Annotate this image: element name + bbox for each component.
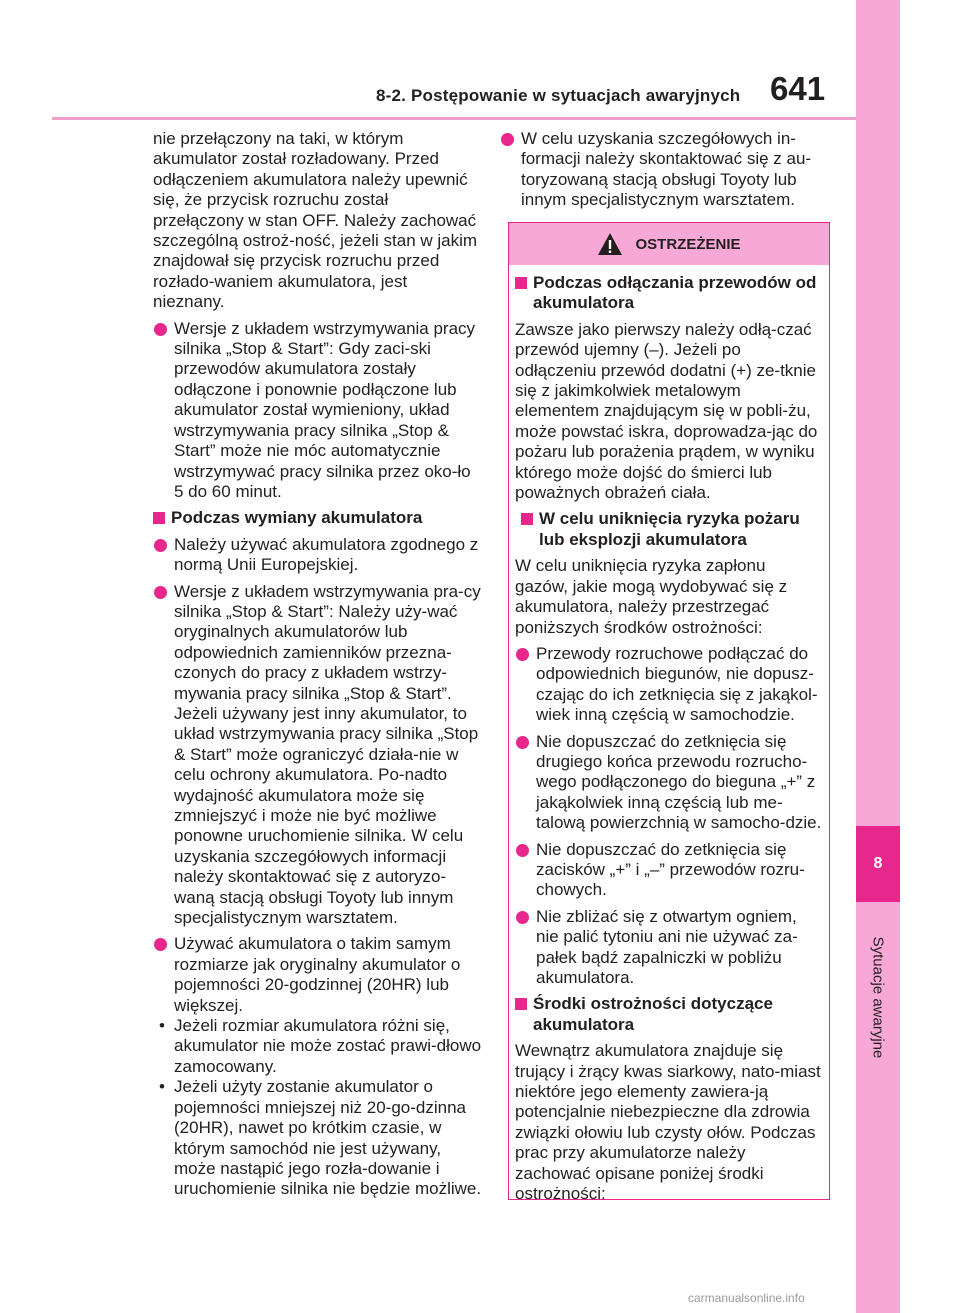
chapter-label xyxy=(856,902,900,1092)
bullet-text: Wersje z układem wstrzymywania pracy silnika „Stop & Start”: Gdy zaci-ski przewodów akumulatora zostały odłączone i ponownie podłączone lub akumulator został wymieniony, układ wstrzymywania pracy silnika „Stop & Start” może nie móc automatycznie wstrzymywać pracy silnika przez oko-ło 5 do 60 minut. xyxy=(174,318,476,501)
square-marker-icon xyxy=(521,513,533,525)
bullet-dot-icon xyxy=(501,133,514,146)
bullet-item xyxy=(515,907,823,989)
bullet-text: Przewody rozruchowe podłączać do odpowiednich biegunów, nie dopusz-czając do ich zetknięcia się z jakąkol-wiek inną częścią w samochodzie. xyxy=(536,643,818,725)
page-number: 641 xyxy=(770,70,826,107)
intro-text: nie przełączony na taki, w którym akumulator został rozładowany. Przed odłączeniem akumulatora należy upewnić się, że przycisk rozruchu został przełączony w stan OFF. Należy zachować szczególną ostroż-ność, jeżeli stan w jakim znajdował się przycisk rozruchu przed rozłado-waniem akumulatora, jest nieznany. xyxy=(153,129,478,312)
bullet-item xyxy=(515,840,823,901)
bullet-text: Używać akumulatora o takim samym rozmiarze jak oryginalny akumulator o pojemności 20-godzinnej (20HR) lub większej. xyxy=(174,934,461,1015)
dash-text: Jeżeli użyty zostanie akumulator o pojemności mniejszej niż 20-go-dzinna (20HR), nawet po krótkim czasie, w którym samochód nie jest używany, może nastąpić jego rozła-dowanie i uruchomienie silnika nie będzie możliwe. xyxy=(174,1077,482,1199)
warning-text: Wewnątrz akumulatora znajduje się trujący i żrący kwas siarkowy, nato-miast niektóre jego elementy zawiera-ją potencjalnie niebezpieczne dla zdrowia związki ołowiu lub czysty ołów. Podczas prac przy akumulatorze należy zachować opisane poniżej środki ostrożności: xyxy=(515,1041,821,1204)
warning-box xyxy=(508,222,830,1204)
watermark: carmanualsonline.info xyxy=(688,1291,805,1305)
bullet-dot-icon xyxy=(516,736,529,749)
bullet-dot-icon xyxy=(516,648,529,661)
section-title: 8-2. Postępowanie w sytuacjach awaryjnych xyxy=(376,86,741,105)
bullet-item xyxy=(500,129,830,211)
warning-triangle-icon xyxy=(597,232,623,256)
subheading-text: Środki ostrożności dotyczące akumulatora xyxy=(533,994,773,1034)
chapter-label-text: Sytuacje awaryjne xyxy=(869,936,887,1058)
dash-marker: • xyxy=(159,1016,165,1036)
left-column xyxy=(153,129,483,1200)
subheading-text: Podczas wymiany akumulatora xyxy=(171,508,423,528)
bullet-dot-icon xyxy=(154,586,167,599)
right-column xyxy=(500,129,830,211)
bullet-dot-icon xyxy=(154,539,167,552)
warning-text: Zawsze jako pierwszy należy odłą-czać przewód ujemny (–). Jeżeli po odłączeniu przewód dodatni (+) ze-tknie się z jakimkolwiek metalowym elementem znajdującym się w pobli-żu, może powstać iskra, doprowadza-jąc do pożaru lub porażenia prądem, w wyniku którego może dojść do śmierci lub poważnych obrażeń ciała. xyxy=(515,319,818,503)
warning-title: OSTRZEŻENIE xyxy=(635,235,741,253)
dash-text: Jeżeli rozmiar akumulatora różni się, akumulator nie może zostać prawi-dłowo zamocowany. xyxy=(174,1016,482,1076)
square-marker-icon xyxy=(515,998,527,1010)
dash-marker: • xyxy=(159,1077,165,1097)
chapter-number: 8 xyxy=(856,826,900,902)
subheading xyxy=(153,508,483,528)
warning-text: W celu uniknięcia ryzyka zapłonu gazów, jakie mogą wydobywać się z akumulatora, należy przestrzegać poniższych środków ostrożności: xyxy=(515,556,788,637)
bullet-item xyxy=(153,319,483,503)
header-rule xyxy=(52,117,856,120)
bullet-dot-icon xyxy=(516,844,529,857)
warning-body xyxy=(509,265,829,1204)
dash-item xyxy=(153,1016,483,1077)
subheading xyxy=(515,994,823,1035)
bullet-text: Należy używać akumulatora zgodnego z normą Unii Europejskiej. xyxy=(174,534,479,575)
bullet-item xyxy=(515,732,823,834)
square-marker-icon xyxy=(515,277,527,289)
square-marker-icon xyxy=(153,512,165,524)
side-tab xyxy=(856,0,900,1313)
warning-header xyxy=(509,223,829,265)
dash-item xyxy=(153,1077,483,1199)
subheading-text: W celu uniknięcia ryzyka pożaru lub eksplozji akumulatora xyxy=(539,509,800,549)
bullet-text: Nie dopuszczać do zetknięcia się drugiego końca przewodu rozrucho-wego podłączonego do bieguna „+” z jakąkolwiek inną częścią lub me-talową powierzchnią w samocho-dzie. xyxy=(536,731,822,833)
bullet-text: Wersje z układem wstrzymywania pra-cy silnika „Stop & Start”: Należy uży-wać oryginalnych akumulatorów lub odpowiednich zamienników przezna-czonych do pracy z układem wstrzy-mywania pracy silnika „Stop & Start”. Jeżeli używany jest inny akumulator, to układ wstrzymywania pracy silnika „Stop & Start” może ograniczyć działa-nie w celu ochrony akumulatora. Po-nadto wydajność akumulatora może się zmniejszyć i może nie być możliwe ponowne uruchomienie silnika. W celu uzyskania szczegółowych informacji należy skontaktować się z autoryzo-waną stacją obsługi Toyoty lub innym specjalistycznym warsztatem. xyxy=(174,581,481,928)
bullet-dot-icon xyxy=(154,323,167,336)
bullet-text: Nie zbliżać się z otwartym ogniem, nie palić tytoniu ani nie używać za-pałek bądź zapalniczki w pobliżu akumulatora. xyxy=(536,906,798,987)
bullet-dot-icon xyxy=(516,911,529,924)
subheading xyxy=(521,509,823,550)
bullet-item xyxy=(153,934,483,1016)
bullet-text: W celu uzyskania szczegółowych in-formacji należy skontaktować się z au-toryzowaną stacją obsługi Toyoty lub innym specjalistycznym warsztatem. xyxy=(521,129,812,210)
bullet-item xyxy=(515,644,823,726)
subheading xyxy=(515,273,823,314)
bullet-dot-icon xyxy=(154,938,167,951)
subheading-text: Podczas odłączania przewodów od akumulatora xyxy=(533,273,817,313)
bullet-text: Nie dopuszczać do zetknięcia się zacisków „+” i „–” przewodów rozru-chowych. xyxy=(536,839,805,900)
bullet-item xyxy=(153,535,483,576)
bullet-item xyxy=(153,582,483,929)
